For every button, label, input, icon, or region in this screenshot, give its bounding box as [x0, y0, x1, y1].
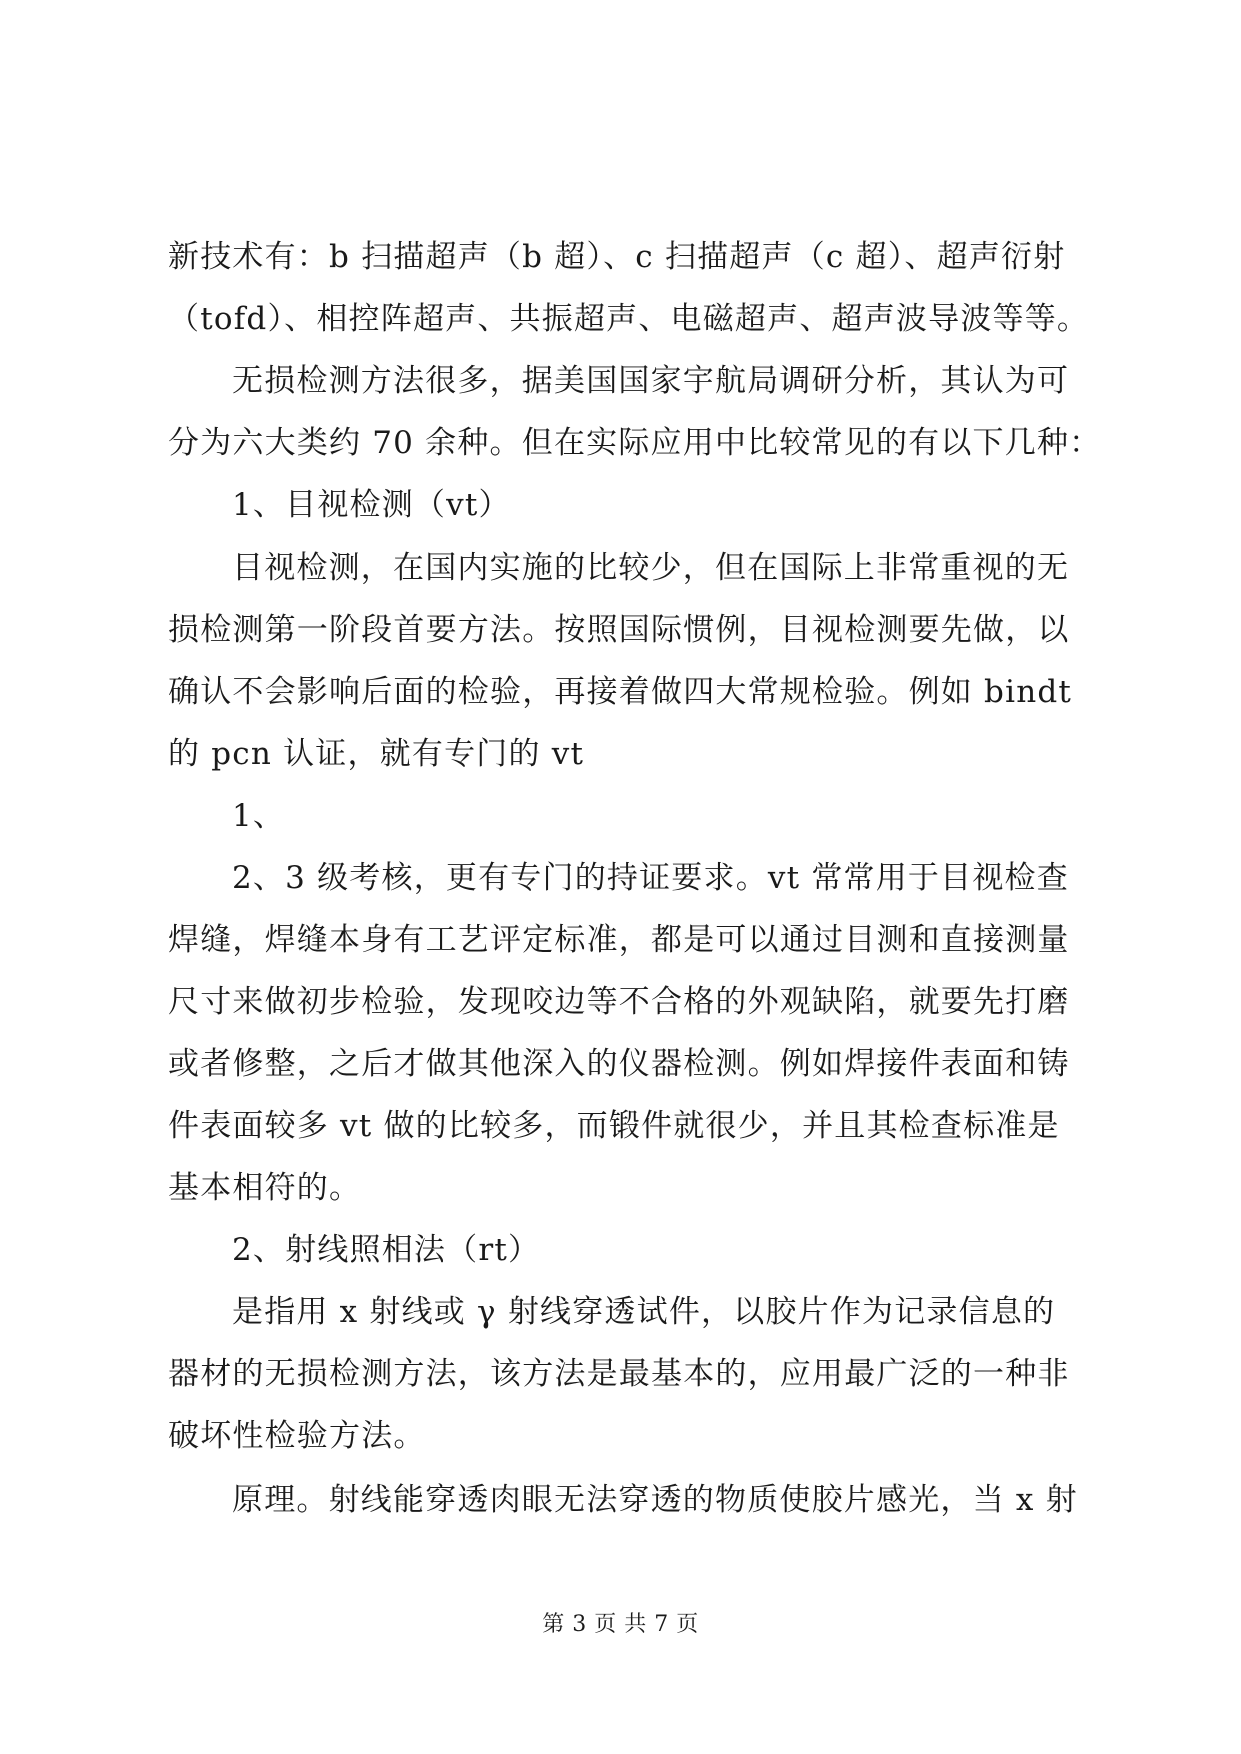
text-line: 无损检测方法很多，据美国国家宇航局调研分析，其认为可	[232, 363, 1070, 399]
text-line: 或者修整，之后才做其他深入的仪器检测。例如焊接件表面和铸	[168, 1046, 1070, 1082]
text-line: （tofd）、相控阵超声、共振超声、电磁超声、超声波导波等等。	[168, 301, 1090, 337]
text-line: 新技术有：b 扫描超声（b 超）、c 扫描超声（c 超）、超声衍射	[168, 239, 1066, 275]
text-line: 目视检测，在国内实施的比较少，但在国际上非常重视的无	[232, 550, 1070, 586]
section-heading: 2、射线照相法（rt）	[232, 1232, 541, 1268]
text-line: 损检测第一阶段首要方法。按照国际惯例，目视检测要先做，以	[168, 612, 1070, 648]
page-footer: 第 3 页 共 7 页	[542, 1612, 699, 1637]
text-line: 1、	[232, 798, 286, 834]
text-line: 器材的无损检测方法，该方法是最基本的，应用最广泛的一种非	[168, 1356, 1070, 1392]
text-line: 破坏性检验方法。	[168, 1418, 426, 1454]
text-line: 的 pcn 认证，就有专门的 vt	[168, 736, 585, 772]
text-line: 原理。射线能穿透肉眼无法穿透的物质使胶片感光，当 x 射	[232, 1482, 1078, 1518]
section-heading: 1、目视检测（vt）	[232, 487, 511, 523]
text-line: 尺寸来做初步检验，发现咬边等不合格的外观缺陷，就要先打磨	[168, 984, 1070, 1020]
text-line: 基本相符的。	[168, 1170, 362, 1206]
text-line: 是指用 x 射线或 γ 射线穿透试件，以胶片作为记录信息的	[232, 1294, 1056, 1330]
text-line: 焊缝，焊缝本身有工艺评定标准，都是可以通过目测和直接测量	[168, 922, 1070, 958]
text-line: 确认不会影响后面的检验，再接着做四大常规检验。例如 bindt	[168, 674, 1073, 710]
text-line: 分为六大类约 70 余种。但在实际应用中比较常见的有以下几种：	[168, 425, 1102, 461]
text-line: 件表面较多 vt 做的比较多，而锻件就很少，并且其检查标准是	[168, 1108, 1060, 1144]
text-line: 2、3 级考核，更有专门的持证要求。vt 常常用于目视检查	[232, 860, 1069, 896]
